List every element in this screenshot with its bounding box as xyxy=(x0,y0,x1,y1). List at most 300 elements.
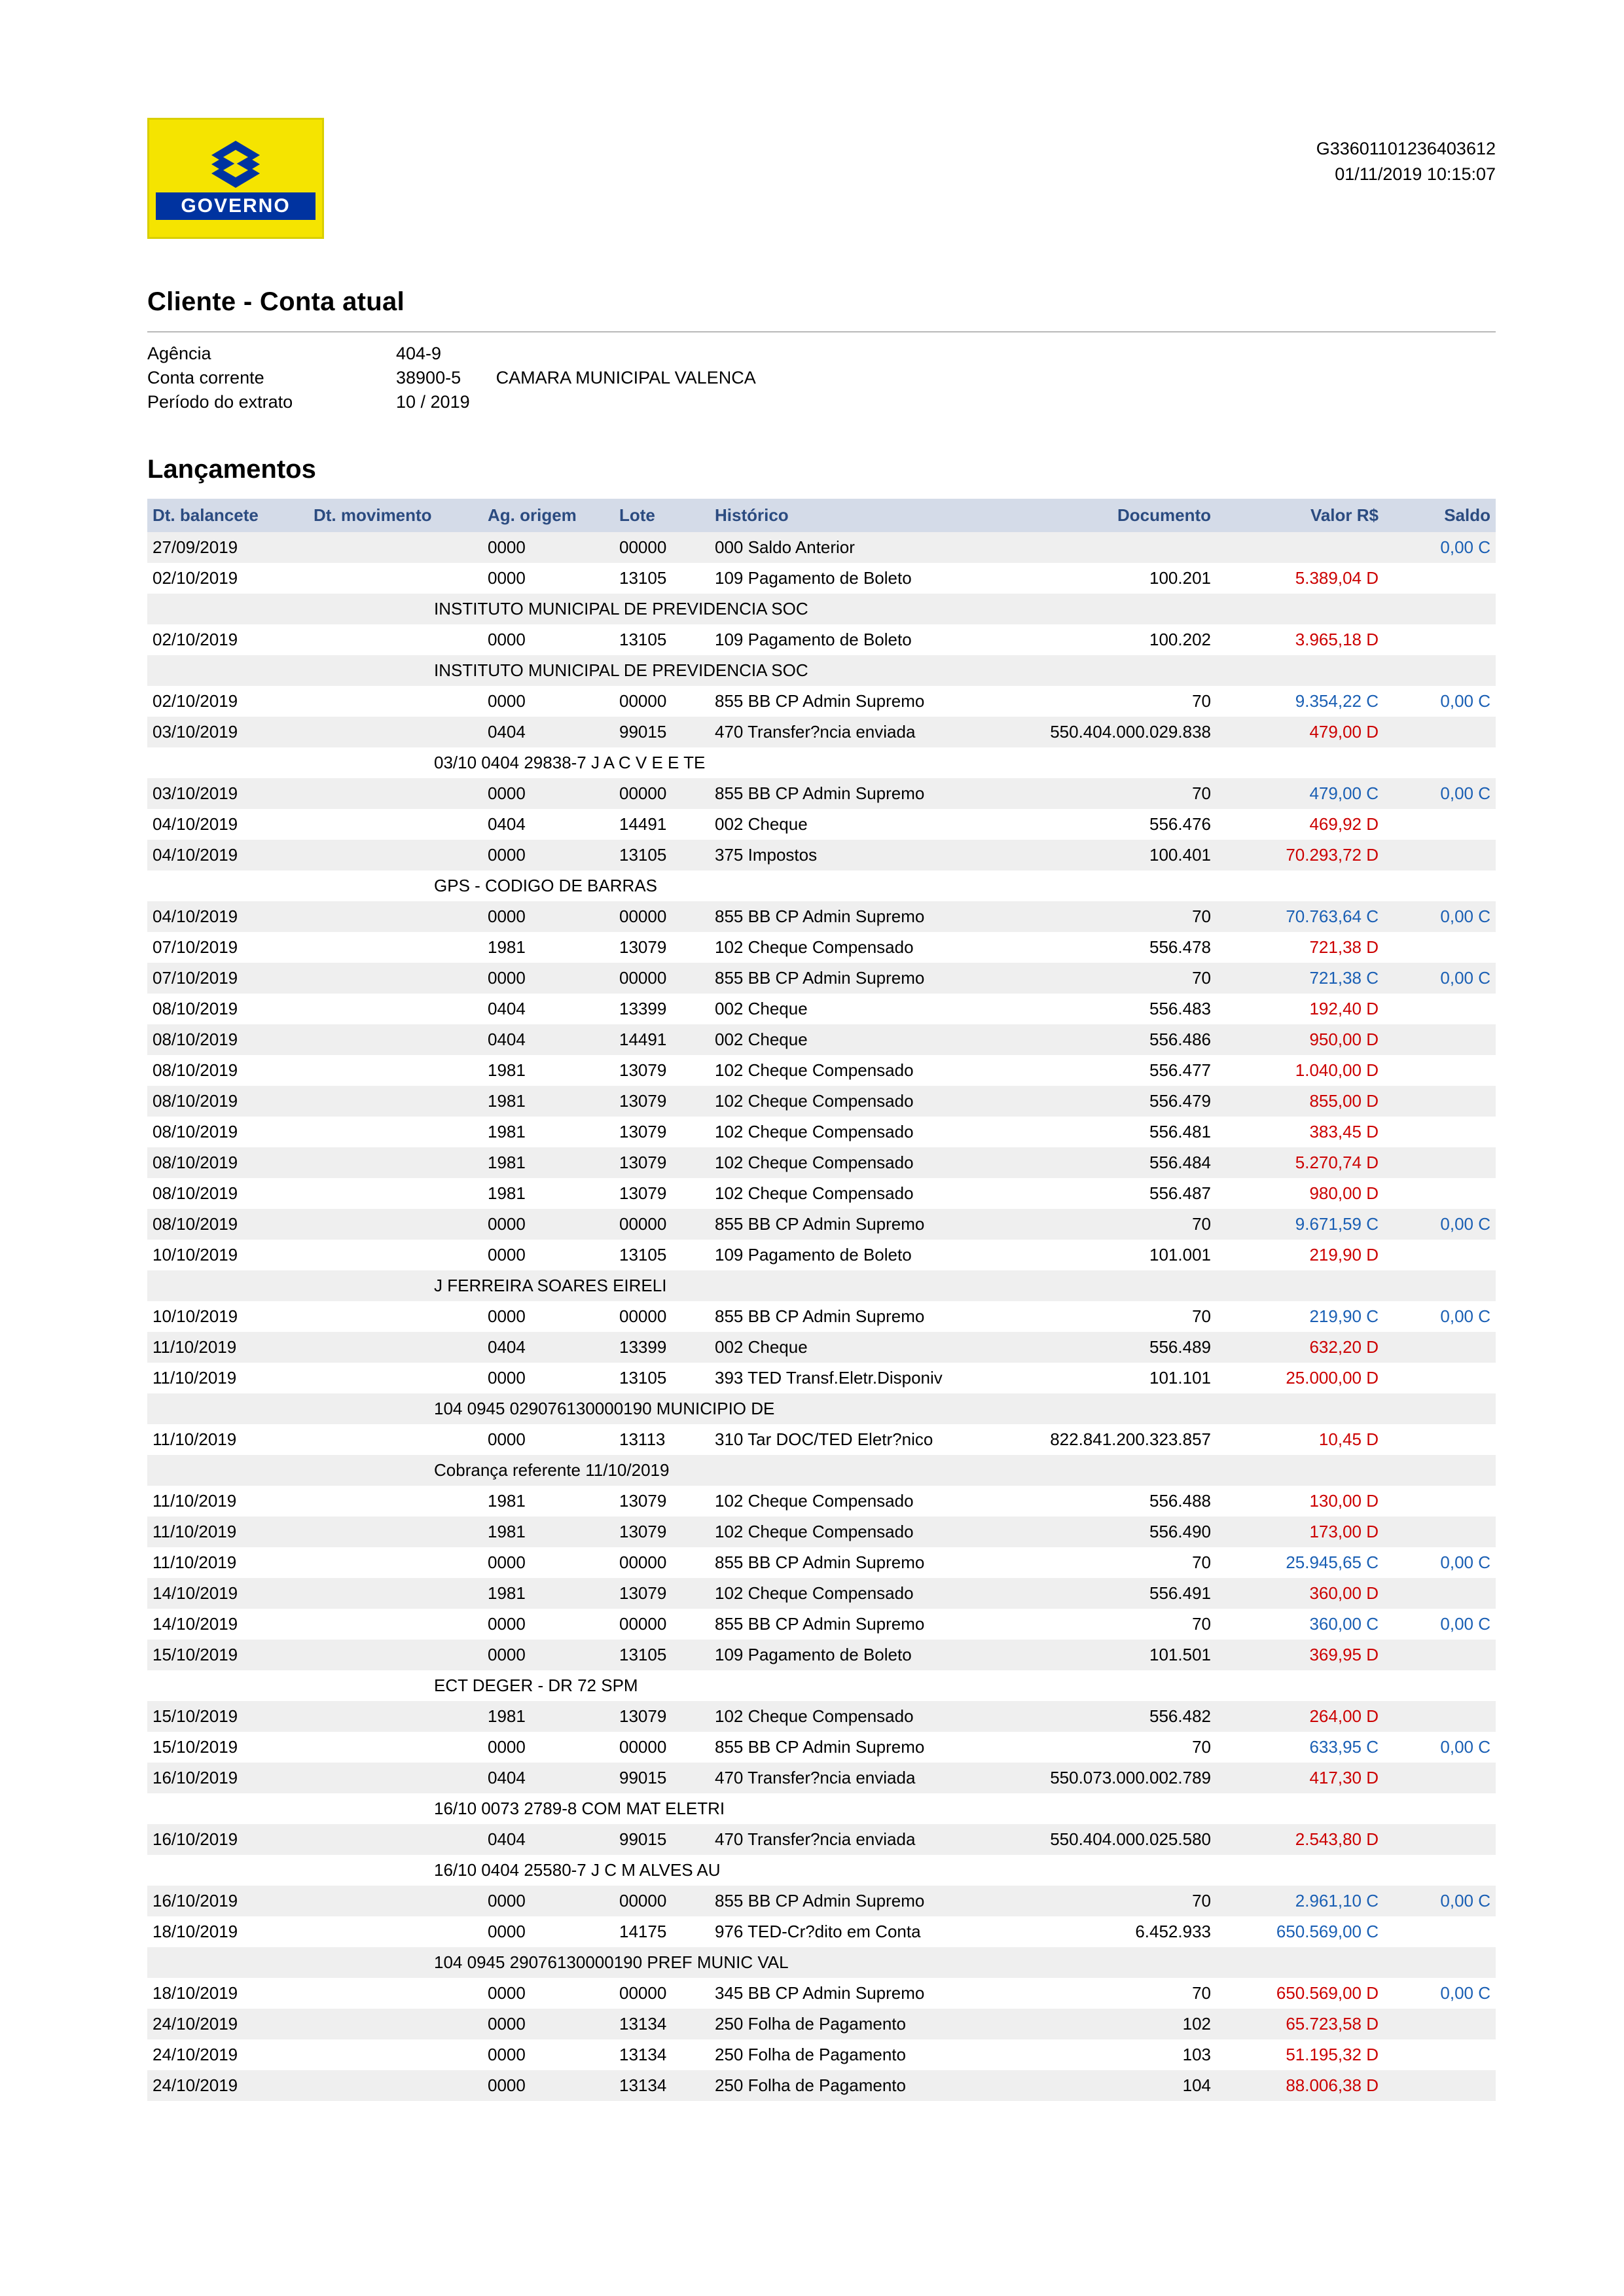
cell-lote: 00000 xyxy=(614,1301,710,1332)
client-info-label: Período do extrato xyxy=(147,392,293,412)
cell-lote: 13105 xyxy=(614,1363,710,1393)
cell-valor: 25.000,00 D xyxy=(1216,1363,1384,1393)
table-row-description xyxy=(147,870,1496,901)
cell-dt-movimento xyxy=(308,809,482,840)
cell-valor: 1.040,00 D xyxy=(1216,1055,1384,1086)
cell-dt-balancete: 16/10/2019 xyxy=(147,1763,308,1793)
transaction-description-text: 16/10 0073 2789-8 COM MAT ELETRI xyxy=(434,1799,725,1818)
cell-lote: 00000 xyxy=(614,901,710,932)
cell-historico: 102 Cheque Compensado xyxy=(710,932,990,963)
cell-ag-origem: 0000 xyxy=(482,1363,614,1393)
cell-documento: 556.481 xyxy=(990,1117,1216,1147)
table-row xyxy=(147,1886,1496,1916)
cell-lote: 13105 xyxy=(614,624,710,655)
cell-saldo xyxy=(1384,1763,1496,1793)
cell-lote: 00000 xyxy=(614,1209,710,1240)
cell-documento: 556.477 xyxy=(990,1055,1216,1086)
cell-saldo xyxy=(1384,1055,1496,1086)
cell-dt-balancete: 08/10/2019 xyxy=(147,1024,308,1055)
cell-lote: 99015 xyxy=(614,1824,710,1855)
cell-ag-origem: 1981 xyxy=(482,1486,614,1516)
client-section-title: Cliente - Conta atual xyxy=(147,287,405,316)
cell-historico: 855 BB CP Admin Supremo xyxy=(710,963,990,994)
statement-header xyxy=(147,499,1496,532)
cell-dt-movimento xyxy=(308,1086,482,1117)
cell-dt-balancete: 27/09/2019 xyxy=(147,532,308,563)
cell-documento: 101.001 xyxy=(990,1240,1216,1270)
table-row xyxy=(147,1240,1496,1270)
cell-saldo: 0,00 C xyxy=(1384,1301,1496,1332)
cell-dt-movimento xyxy=(308,1117,482,1147)
client-info-value-extra xyxy=(470,342,756,366)
client-info-row xyxy=(147,390,756,414)
cell-dt-movimento xyxy=(308,840,482,870)
cell-dt-balancete: 04/10/2019 xyxy=(147,840,308,870)
cell-saldo: 0,00 C xyxy=(1384,1609,1496,1640)
cell-saldo: 0,00 C xyxy=(1384,686,1496,717)
cell-valor: 2.961,10 C xyxy=(1216,1886,1384,1916)
cell-valor: 65.723,58 D xyxy=(1216,2009,1384,2039)
client-info-row xyxy=(147,366,756,390)
table-row xyxy=(147,840,1496,870)
cell-ag-origem: 1981 xyxy=(482,1147,614,1178)
cell-lote: 00000 xyxy=(614,1547,710,1578)
cell-dt-balancete: 03/10/2019 xyxy=(147,717,308,747)
cell-valor: 3.965,18 D xyxy=(1216,624,1384,655)
cell-documento: 70 xyxy=(990,963,1216,994)
cell-saldo: 0,00 C xyxy=(1384,1209,1496,1240)
cell-dt-balancete: 11/10/2019 xyxy=(147,1516,308,1547)
cell-dt-movimento xyxy=(308,1363,482,1393)
table-row xyxy=(147,1978,1496,2009)
cell-documento: 101.501 xyxy=(990,1640,1216,1670)
cell-saldo xyxy=(1384,994,1496,1024)
cell-ag-origem: 0404 xyxy=(482,1024,614,1055)
cell-ag-origem: 0000 xyxy=(482,2039,614,2070)
cell-dt-balancete: 04/10/2019 xyxy=(147,901,308,932)
cell-dt-movimento xyxy=(308,1486,482,1516)
cell-documento: 550.404.000.025.580 xyxy=(990,1824,1216,1855)
table-row xyxy=(147,1640,1496,1670)
cell-ag-origem: 0000 xyxy=(482,1732,614,1763)
cell-saldo xyxy=(1384,1147,1496,1178)
cell-documento: 556.476 xyxy=(990,809,1216,840)
cell-dt-balancete: 02/10/2019 xyxy=(147,563,308,594)
cell-dt-movimento xyxy=(308,717,482,747)
cell-lote: 13105 xyxy=(614,563,710,594)
cell-valor: 980,00 D xyxy=(1216,1178,1384,1209)
table-row xyxy=(147,1547,1496,1578)
cell-ag-origem: 0000 xyxy=(482,1978,614,2009)
cell-documento: 103 xyxy=(990,2039,1216,2070)
cell-dt-balancete: 07/10/2019 xyxy=(147,932,308,963)
cell-documento: 100.201 xyxy=(990,563,1216,594)
cell-documento: 70 xyxy=(990,1978,1216,2009)
cell-valor: 219,90 C xyxy=(1216,1301,1384,1332)
cell-valor: 632,20 D xyxy=(1216,1332,1384,1363)
cell-documento: 70 xyxy=(990,1732,1216,1763)
cell-documento: 70 xyxy=(990,1301,1216,1332)
table-row xyxy=(147,563,1496,594)
cell-saldo: 0,00 C xyxy=(1384,963,1496,994)
cell-dt-balancete: 03/10/2019 xyxy=(147,778,308,809)
cell-lote: 14491 xyxy=(614,1024,710,1055)
cell-ag-origem: 0000 xyxy=(482,901,614,932)
document-datetime: 01/11/2019 10:15:07 xyxy=(1335,164,1496,185)
cell-lote: 00000 xyxy=(614,1886,710,1916)
table-row xyxy=(147,778,1496,809)
cell-saldo: 0,00 C xyxy=(1384,1978,1496,2009)
cell-lote: 13134 xyxy=(614,2039,710,2070)
cell-dt-movimento xyxy=(308,994,482,1024)
cell-ag-origem: 0404 xyxy=(482,1763,614,1793)
cell-dt-movimento xyxy=(308,778,482,809)
cell-historico: 102 Cheque Compensado xyxy=(710,1147,990,1178)
table-row xyxy=(147,1516,1496,1547)
table-row xyxy=(147,1424,1496,1455)
cell-dt-movimento xyxy=(308,1978,482,2009)
table-row xyxy=(147,1178,1496,1209)
cell-ag-origem: 0000 xyxy=(482,1916,614,1947)
logo-label: GOVERNO xyxy=(156,192,316,220)
cell-saldo: 0,00 C xyxy=(1384,1547,1496,1578)
transaction-description-text: 16/10 0404 25580-7 J C M ALVES AU xyxy=(434,1860,721,1880)
cell-valor: 219,90 D xyxy=(1216,1240,1384,1270)
cell-lote: 13079 xyxy=(614,1086,710,1117)
table-row xyxy=(147,2009,1496,2039)
cell-dt-balancete: 15/10/2019 xyxy=(147,1701,308,1732)
cell-valor: 192,40 D xyxy=(1216,994,1384,1024)
cell-historico: 109 Pagamento de Boleto xyxy=(710,624,990,655)
cell-dt-balancete: 16/10/2019 xyxy=(147,1824,308,1855)
cell-historico: 109 Pagamento de Boleto xyxy=(710,563,990,594)
cell-dt-balancete: 18/10/2019 xyxy=(147,1978,308,2009)
cell-historico: 855 BB CP Admin Supremo xyxy=(710,686,990,717)
cell-ag-origem: 0000 xyxy=(482,1609,614,1640)
cell-ag-origem: 0404 xyxy=(482,994,614,1024)
cell-ag-origem: 0000 xyxy=(482,532,614,563)
cell-dt-balancete: 02/10/2019 xyxy=(147,624,308,655)
cell-historico: 375 Impostos xyxy=(710,840,990,870)
cell-saldo xyxy=(1384,1824,1496,1855)
cell-historico: 102 Cheque Compensado xyxy=(710,1117,990,1147)
transaction-description xyxy=(147,1455,1496,1486)
table-row xyxy=(147,963,1496,994)
table-row xyxy=(147,809,1496,840)
cell-ag-origem: 0000 xyxy=(482,624,614,655)
column-header-saldo: Saldo xyxy=(1384,499,1496,532)
cell-valor: 650.569,00 D xyxy=(1216,1978,1384,2009)
transaction-description-text: Cobrança referente 11/10/2019 xyxy=(434,1460,670,1480)
cell-historico: 855 BB CP Admin Supremo xyxy=(710,901,990,932)
statement-table xyxy=(147,499,1496,2101)
cell-documento: 6.452.933 xyxy=(990,1916,1216,1947)
cell-valor: 2.543,80 D xyxy=(1216,1824,1384,1855)
cell-ag-origem: 1981 xyxy=(482,1117,614,1147)
transaction-description-text: INSTITUTO MUNICIPAL DE PREVIDENCIA SOC xyxy=(434,599,808,619)
cell-lote: 00000 xyxy=(614,1978,710,2009)
cell-dt-movimento xyxy=(308,1547,482,1578)
cell-documento: 101.101 xyxy=(990,1363,1216,1393)
cell-valor: 360,00 C xyxy=(1216,1609,1384,1640)
cell-historico: 002 Cheque xyxy=(710,1332,990,1363)
cell-documento: 100.202 xyxy=(990,624,1216,655)
cell-lote: 00000 xyxy=(614,686,710,717)
cell-dt-balancete: 08/10/2019 xyxy=(147,1147,308,1178)
cell-documento xyxy=(990,532,1216,563)
cell-dt-movimento xyxy=(308,901,482,932)
cell-lote: 13105 xyxy=(614,1240,710,1270)
cell-valor xyxy=(1216,532,1384,563)
table-row xyxy=(147,1824,1496,1855)
cell-saldo xyxy=(1384,932,1496,963)
cell-dt-movimento xyxy=(308,2070,482,2101)
cell-documento: 70 xyxy=(990,1209,1216,1240)
column-header-historico: Histórico xyxy=(710,499,990,532)
cell-saldo xyxy=(1384,1486,1496,1516)
cell-documento: 556.488 xyxy=(990,1486,1216,1516)
cell-documento: 556.478 xyxy=(990,932,1216,963)
cell-historico: 102 Cheque Compensado xyxy=(710,1701,990,1732)
statement-header-row xyxy=(147,499,1496,532)
cell-documento: 556.482 xyxy=(990,1701,1216,1732)
client-info-label: Agência xyxy=(147,344,211,363)
transaction-description xyxy=(147,1393,1496,1424)
cell-documento: 70 xyxy=(990,686,1216,717)
cell-historico: 102 Cheque Compensado xyxy=(710,1086,990,1117)
cell-valor: 5.270,74 D xyxy=(1216,1147,1384,1178)
cell-dt-balancete: 14/10/2019 xyxy=(147,1609,308,1640)
table-row-description xyxy=(147,1270,1496,1301)
cell-valor: 130,00 D xyxy=(1216,1486,1384,1516)
column-header-valor: Valor R$ xyxy=(1216,499,1384,532)
banco-do-brasil-icon xyxy=(200,137,272,196)
cell-documento: 556.491 xyxy=(990,1578,1216,1609)
table-row xyxy=(147,1024,1496,1055)
transaction-description-text: 03/10 0404 29838-7 J A C V E E TE xyxy=(434,753,706,772)
cell-saldo xyxy=(1384,2070,1496,2101)
cell-lote: 13079 xyxy=(614,1055,710,1086)
cell-lote: 13079 xyxy=(614,932,710,963)
cell-dt-balancete: 11/10/2019 xyxy=(147,1486,308,1516)
cell-dt-movimento xyxy=(308,1209,482,1240)
cell-dt-movimento xyxy=(308,1732,482,1763)
cell-valor: 173,00 D xyxy=(1216,1516,1384,1547)
cell-documento: 556.483 xyxy=(990,994,1216,1024)
cell-ag-origem: 0000 xyxy=(482,840,614,870)
cell-historico: 470 Transfer?ncia enviada xyxy=(710,717,990,747)
cell-historico: 470 Transfer?ncia enviada xyxy=(710,1763,990,1793)
table-row xyxy=(147,624,1496,655)
cell-saldo xyxy=(1384,717,1496,747)
table-row xyxy=(147,1763,1496,1793)
cell-historico: 102 Cheque Compensado xyxy=(710,1486,990,1516)
cell-documento: 556.490 xyxy=(990,1516,1216,1547)
column-header-ag-origem: Ag. origem xyxy=(482,499,614,532)
cell-historico: 976 TED-Cr?dito em Conta xyxy=(710,1916,990,1947)
cell-lote: 00000 xyxy=(614,778,710,809)
cell-ag-origem: 1981 xyxy=(482,1086,614,1117)
cell-saldo: 0,00 C xyxy=(1384,1732,1496,1763)
cell-documento: 550.404.000.029.838 xyxy=(990,717,1216,747)
transaction-description-text: INSTITUTO MUNICIPAL DE PREVIDENCIA SOC xyxy=(434,660,808,680)
cell-historico: 855 BB CP Admin Supremo xyxy=(710,1609,990,1640)
cell-valor: 369,95 D xyxy=(1216,1640,1384,1670)
cell-dt-balancete: 15/10/2019 xyxy=(147,1732,308,1763)
cell-dt-movimento xyxy=(308,2039,482,2070)
table-row xyxy=(147,1701,1496,1732)
cell-ag-origem: 0000 xyxy=(482,963,614,994)
table-row xyxy=(147,1147,1496,1178)
table-row xyxy=(147,686,1496,717)
cell-dt-balancete: 08/10/2019 xyxy=(147,994,308,1024)
cell-valor: 479,00 C xyxy=(1216,778,1384,809)
cell-saldo xyxy=(1384,1117,1496,1147)
table-row xyxy=(147,532,1496,563)
cell-lote: 14175 xyxy=(614,1916,710,1947)
cell-dt-movimento xyxy=(308,1640,482,1670)
table-row xyxy=(147,2070,1496,2101)
cell-saldo xyxy=(1384,1024,1496,1055)
table-row xyxy=(147,1486,1496,1516)
bank-logo xyxy=(147,118,324,239)
cell-dt-movimento xyxy=(308,932,482,963)
cell-ag-origem: 0404 xyxy=(482,809,614,840)
transaction-description-text: 104 0945 029076130000190 MUNICIPIO DE xyxy=(434,1399,775,1418)
cell-ag-origem: 0000 xyxy=(482,1240,614,1270)
cell-dt-movimento xyxy=(308,1886,482,1916)
document-code: G33601101236403612 xyxy=(1316,139,1496,158)
cell-saldo xyxy=(1384,809,1496,840)
document-header xyxy=(147,118,1496,239)
cell-dt-balancete: 10/10/2019 xyxy=(147,1240,308,1270)
statement-body xyxy=(147,532,1496,2101)
cell-historico: 109 Pagamento de Boleto xyxy=(710,1640,990,1670)
cell-dt-balancete: 24/10/2019 xyxy=(147,2039,308,2070)
cell-documento: 550.073.000.002.789 xyxy=(990,1763,1216,1793)
cell-lote: 13079 xyxy=(614,1516,710,1547)
cell-valor: 360,00 D xyxy=(1216,1578,1384,1609)
column-header-lote: Lote xyxy=(614,499,710,532)
table-row-description xyxy=(147,655,1496,686)
cell-ag-origem: 1981 xyxy=(482,1516,614,1547)
cell-lote: 00000 xyxy=(614,1609,710,1640)
cell-saldo xyxy=(1384,1516,1496,1547)
cell-saldo xyxy=(1384,1363,1496,1393)
cell-lote: 13134 xyxy=(614,2009,710,2039)
cell-dt-balancete: 11/10/2019 xyxy=(147,1363,308,1393)
cell-dt-balancete: 08/10/2019 xyxy=(147,1117,308,1147)
cell-lote: 13079 xyxy=(614,1701,710,1732)
table-row xyxy=(147,1732,1496,1763)
cell-dt-movimento xyxy=(308,1701,482,1732)
cell-ag-origem: 0000 xyxy=(482,686,614,717)
table-row-description xyxy=(147,747,1496,778)
cell-saldo xyxy=(1384,1332,1496,1363)
cell-valor: 88.006,38 D xyxy=(1216,2070,1384,2101)
cell-saldo: 0,00 C xyxy=(1384,778,1496,809)
table-row xyxy=(147,1609,1496,1640)
statement-title: Lançamentos xyxy=(147,455,316,484)
cell-saldo xyxy=(1384,1640,1496,1670)
cell-ag-origem: 1981 xyxy=(482,1055,614,1086)
cell-ag-origem: 1981 xyxy=(482,1578,614,1609)
cell-ag-origem: 0404 xyxy=(482,1824,614,1855)
cell-ag-origem: 0000 xyxy=(482,563,614,594)
transaction-description-text: J FERREIRA SOARES EIRELI xyxy=(434,1276,667,1295)
cell-documento: 556.489 xyxy=(990,1332,1216,1363)
cell-valor: 10,45 D xyxy=(1216,1424,1384,1455)
cell-dt-balancete: 04/10/2019 xyxy=(147,809,308,840)
cell-valor: 9.671,59 C xyxy=(1216,1209,1384,1240)
cell-dt-movimento xyxy=(308,1609,482,1640)
cell-saldo xyxy=(1384,1086,1496,1117)
cell-dt-movimento xyxy=(308,1824,482,1855)
cell-dt-balancete: 11/10/2019 xyxy=(147,1547,308,1578)
cell-ag-origem: 0404 xyxy=(482,717,614,747)
cell-ag-origem: 0000 xyxy=(482,1640,614,1670)
cell-historico: 470 Transfer?ncia enviada xyxy=(710,1824,990,1855)
client-info-row xyxy=(147,342,756,366)
cell-historico: 102 Cheque Compensado xyxy=(710,1516,990,1547)
cell-valor: 633,95 C xyxy=(1216,1732,1384,1763)
cell-lote: 00000 xyxy=(614,963,710,994)
table-row xyxy=(147,1086,1496,1117)
client-info-value: 10 / 2019 xyxy=(396,392,470,412)
cell-lote: 13105 xyxy=(614,840,710,870)
client-info-value-extra: CAMARA MUNICIPAL VALENCA xyxy=(496,368,756,387)
cell-historico: 250 Folha de Pagamento xyxy=(710,2009,990,2039)
cell-dt-balancete: 08/10/2019 xyxy=(147,1086,308,1117)
cell-lote: 14491 xyxy=(614,809,710,840)
cell-dt-movimento xyxy=(308,2009,482,2039)
cell-documento: 822.841.200.323.857 xyxy=(990,1424,1216,1455)
cell-dt-balancete: 07/10/2019 xyxy=(147,963,308,994)
cell-lote: 13079 xyxy=(614,1117,710,1147)
column-header-documento: Documento xyxy=(990,499,1216,532)
cell-documento: 70 xyxy=(990,1547,1216,1578)
cell-dt-balancete: 10/10/2019 xyxy=(147,1301,308,1332)
cell-historico: 855 BB CP Admin Supremo xyxy=(710,778,990,809)
cell-ag-origem: 0404 xyxy=(482,1332,614,1363)
cell-saldo xyxy=(1384,2009,1496,2039)
cell-valor: 9.354,22 C xyxy=(1216,686,1384,717)
cell-dt-balancete: 24/10/2019 xyxy=(147,2070,308,2101)
cell-historico: 250 Folha de Pagamento xyxy=(710,2070,990,2101)
cell-valor: 51.195,32 D xyxy=(1216,2039,1384,2070)
cell-documento: 70 xyxy=(990,1886,1216,1916)
cell-lote: 13134 xyxy=(614,2070,710,2101)
cell-ag-origem: 0000 xyxy=(482,778,614,809)
cell-lote: 00000 xyxy=(614,1732,710,1763)
cell-dt-balancete: 02/10/2019 xyxy=(147,686,308,717)
cell-historico: 102 Cheque Compensado xyxy=(710,1578,990,1609)
cell-historico: 345 BB CP Admin Supremo xyxy=(710,1978,990,2009)
cell-dt-movimento xyxy=(308,563,482,594)
cell-documento: 100.401 xyxy=(990,840,1216,870)
cell-dt-movimento xyxy=(308,1024,482,1055)
cell-ag-origem: 1981 xyxy=(482,1178,614,1209)
cell-valor: 650.569,00 C xyxy=(1216,1916,1384,1947)
cell-valor: 950,00 D xyxy=(1216,1024,1384,1055)
client-section-divider xyxy=(147,331,1496,332)
cell-documento: 556.486 xyxy=(990,1024,1216,1055)
cell-lote: 13105 xyxy=(614,1640,710,1670)
table-row xyxy=(147,2039,1496,2070)
cell-dt-balancete: 14/10/2019 xyxy=(147,1578,308,1609)
cell-historico: 109 Pagamento de Boleto xyxy=(710,1240,990,1270)
cell-valor: 479,00 D xyxy=(1216,717,1384,747)
